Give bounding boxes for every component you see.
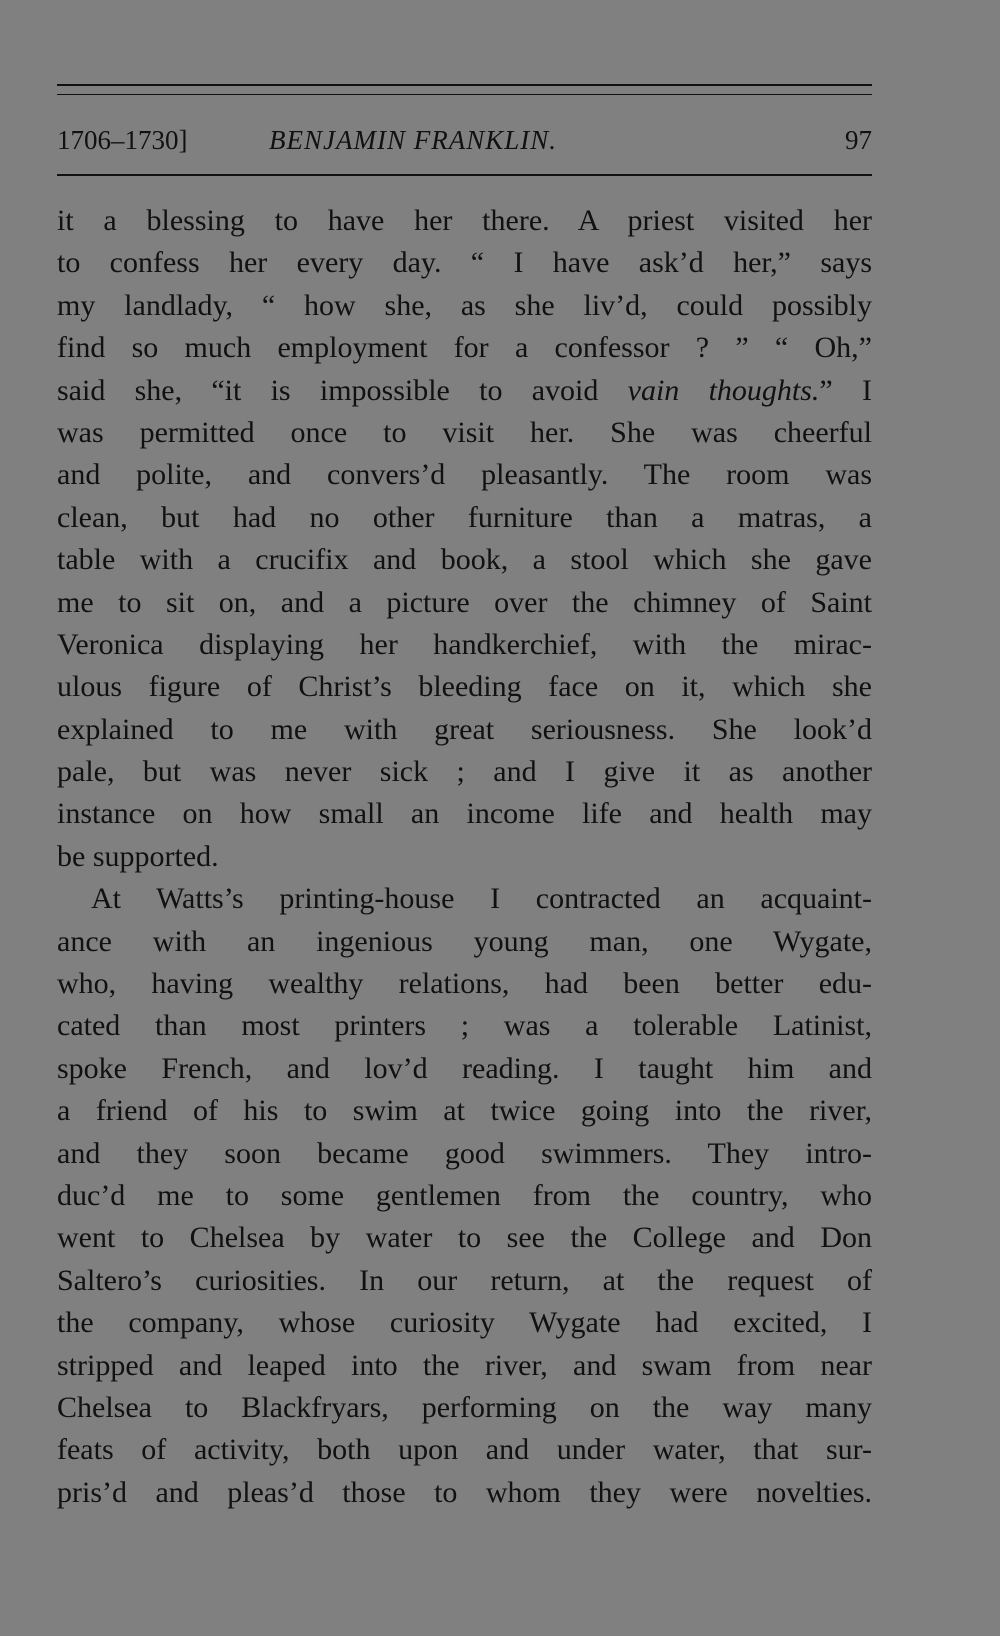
text-line: At Watts’s printing-house I contracted an acquaint- (91, 882, 872, 916)
text-line: stripped and leaped into the river, and swam from near (57, 1348, 872, 1382)
text-line: table with a crucifix and book, a stool which she gave (57, 543, 872, 577)
top-rule-thin (57, 94, 872, 95)
text-line: feats of activity, both upon and under water, that sur- (57, 1433, 872, 1467)
running-head (57, 122, 872, 158)
text-segment: ” I (819, 373, 872, 407)
top-rule-thick (57, 84, 872, 86)
text-line: it a blessing to have her there. A priest visited her (57, 204, 872, 237)
text-line: ulous figure of Christ’s bleeding face on it, which she (57, 670, 872, 704)
text-line: Chelsea to Blackfryars, performing on the way many (57, 1390, 872, 1424)
text-line: and polite, and convers’d pleasantly. The room was (57, 458, 872, 492)
text-line: duc’d me to some gentlemen from the country, who (57, 1178, 872, 1212)
text-line: and they soon became good swimmers. They intro- (57, 1136, 872, 1170)
text-line: who, having wealthy relations, had been better edu- (57, 967, 872, 1001)
paragraph-2 (57, 878, 872, 1514)
text-line: cated than most printers ; was a tolerable Latinist, (57, 1009, 872, 1043)
text-line: clean, but had no other furniture than a matras, a (57, 500, 872, 534)
text-line (57, 370, 872, 412)
header-rule (57, 174, 872, 176)
italic-phrase: vain thoughts. (627, 373, 820, 407)
body-text (57, 200, 872, 1514)
page-number: 97 (845, 125, 872, 155)
text-segment: said she, “it is impossible to avoid (57, 373, 628, 407)
text-line: was permitted once to visit her. She was cheerful (57, 415, 872, 449)
text-line: me to sit on, and a picture over the chimney of Saint (57, 585, 872, 619)
running-head-title: BENJAMIN FRANKLIN. (269, 125, 557, 155)
text-line: pale, but was never sick ; and I give it as another (57, 755, 872, 789)
text-line: Saltero’s curiosities. In our return, at the request of (57, 1263, 872, 1297)
text-line: went to Chelsea by water to see the College and Don (57, 1221, 872, 1255)
text-line: pris’d and pleas’d those to whom they were novelties. (57, 1475, 872, 1509)
text-line: Veronica displaying her handkerchief, with the mirac- (57, 627, 872, 661)
paragraph-1 (57, 200, 872, 878)
text-line: be supported. (57, 839, 219, 873)
text-line: a friend of his to swim at twice going into the river, (57, 1094, 872, 1128)
text-line: the company, whose curiosity Wygate had excited, I (57, 1306, 872, 1340)
text-line: ance with an ingenious young man, one Wygate, (57, 924, 872, 958)
text-line: spoke French, and lov’d reading. I taught him and (57, 1051, 872, 1085)
text-line: my landlady, “ how she, as she liv’d, could possibly (57, 288, 872, 322)
running-head-date-range: 1706–1730] (57, 125, 188, 155)
text-line: find so much employment for a confessor ? ” “ Oh,” (57, 331, 872, 365)
text-line: to confess her every day. “ I have ask’d her,” says (57, 246, 872, 280)
text-line: instance on how small an income life and health may (57, 797, 872, 831)
text-line: explained to me with great seriousness. She look’d (57, 712, 872, 746)
